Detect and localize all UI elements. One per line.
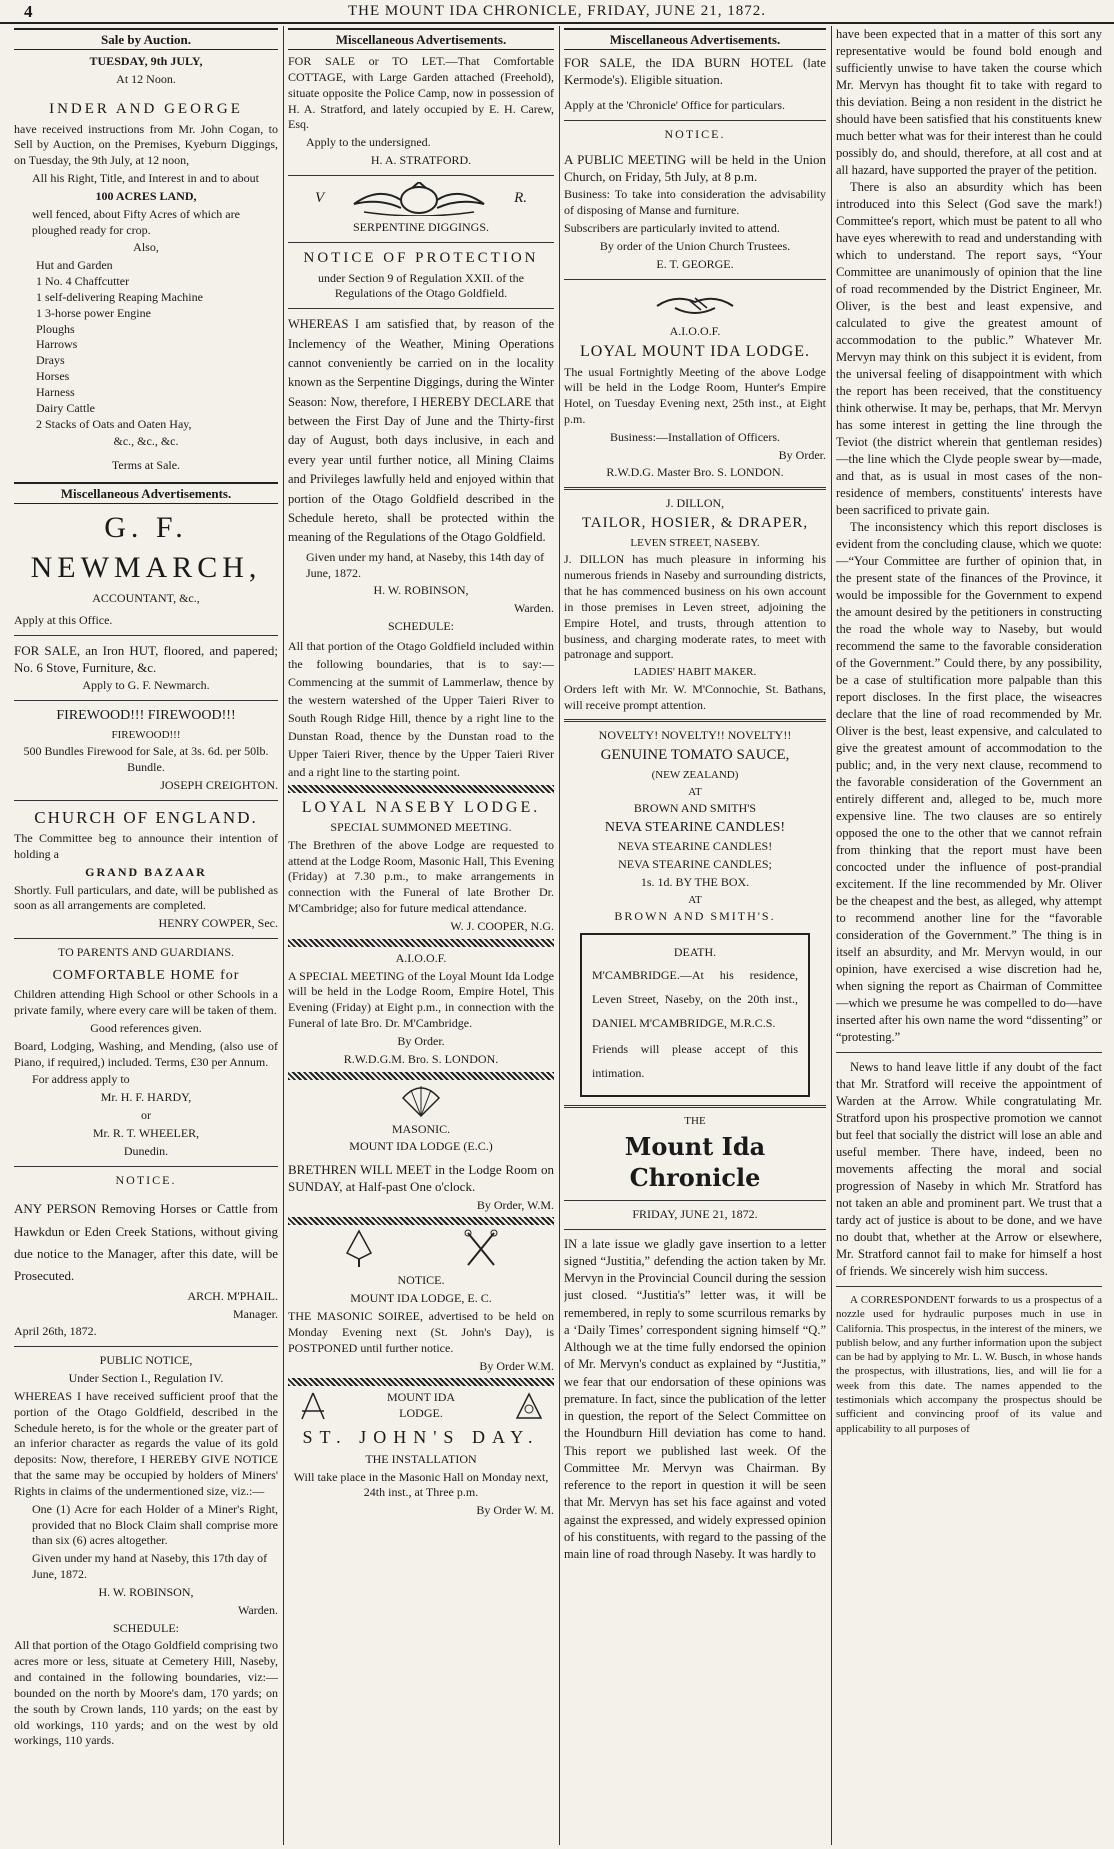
stjohn-text: Will take place in the Masonic Hall on Monday next, 24th inst., at Three p.m. bbox=[293, 1469, 549, 1500]
naseby-lodge-text: The Brethren of the above Lodge are requested to attend at the Lodge Room, Masonic Hall, This Evening (Friday) at 7.30 p.m., to make arrangements in connection with the Funeral of late Brother Dr. M'Cambridge; also for future medical attendance. bbox=[288, 837, 554, 916]
chronicle-the: THE bbox=[684, 1115, 706, 1128]
shell-emblem bbox=[288, 1084, 554, 1118]
stjohn-title: ST. JOHN'S DAY. bbox=[302, 1427, 540, 1447]
lodge-by: By Order. bbox=[778, 447, 826, 462]
auction-advert bbox=[14, 54, 278, 474]
aioof-text: A SPECIAL MEETING of the Loyal Mount Ida Lodge will be held in the Lodge Room, Empire Hotel, This Evening (Friday) at Eight p.m., in connection with the Funeral of late Bro. Dr. M'Cambridge. bbox=[288, 968, 554, 1031]
novelty-head: NOVELTY! NOVELTY!! NOVELTY!! bbox=[598, 728, 792, 743]
editorial-paragraph: The inconsistency which this report discloses is evident from the concluding clause, which we quote:—“Your Committee are further of opinion that, in the present state of the finances of the Province, it would be impossible for the Government to expend the amount desired by the petitioners in constructing the road the whole way to Naseby, but would recommend the same to the favorable consideration of the Government.” Could there, by any possibility, be a case of stultification more palpable than this report discloses. In the first place, the wiseacres declare that the line of road recommended by Mr. Oliver is the best, least expensive, and calculated to give the greatest amount of accommodation to the public; and, in the very next clause, recommend to the favorable consideration of the Government an entirely different and, alleged to be, much more expensive line. The two clauses are so entirely opposed the one to the other that we cannot refrain from thinking that the report must have been concocted under the influence of post-prandial excitement. If the line recommended by Mr. Oliver be the cheapest and the best, as alleged, why attempt to recommend another line for the “favorable consideration of the Government.” The thing is in itself an absurdity, and Mr. Mervyn would, in our opinion, have exercised a wise discretion had he, when signing the report as Chairman of Committee—which we presume he was compelled to do—have inserted after his own name the word “dissenting” or “protesting.” bbox=[836, 520, 1102, 1044]
death-text: M'CAMBRIDGE.—At his residence, Leven Street, Naseby, on the 20th inst., DANIEL M'CAMBRIDGE, M.R.C.S. bbox=[592, 968, 798, 1031]
parents-name-1: Mr. H. F. HARDY, bbox=[100, 1090, 192, 1105]
lodge-business: Business:—Installation of Officers. bbox=[609, 429, 781, 444]
union-head: NOTICE. bbox=[664, 127, 726, 142]
masthead bbox=[0, 0, 1114, 24]
novelty-title: GENUINE TOMATO SAUCE, bbox=[600, 747, 790, 764]
firewood-name: JOSEPH CREIGHTON. bbox=[160, 777, 278, 792]
cottage-advert bbox=[288, 54, 554, 169]
section-heading: Miscellaneous Advertisements. bbox=[564, 28, 826, 50]
death-head: DEATH. bbox=[673, 945, 717, 960]
divider bbox=[288, 308, 554, 309]
dillon-text: J. DILLON has much pleasure in informing his numerous friends in Naseby and surrounding districts, that he has commenced business on his own account in those premises in Leven street, adjoining the Empire Hotel, and trusts, through attention to business, and charging moderate rates, to meet with patronage and support. bbox=[564, 552, 826, 662]
church-advert bbox=[14, 807, 278, 932]
public-role: Warden. bbox=[237, 1602, 278, 1617]
divider bbox=[14, 938, 278, 939]
divider bbox=[564, 279, 826, 280]
stjohn-sub: THE INSTALLATION bbox=[365, 1451, 477, 1466]
public-given: Given under my hand at Naseby, this 17th day of June, 1872. bbox=[32, 1551, 268, 1582]
church-text1: The Committee beg to announce their intention of holding a bbox=[14, 831, 278, 861]
chronicle-banner bbox=[564, 1114, 826, 1230]
page-number: 4 bbox=[24, 2, 33, 21]
newmarch-apply: Apply at this Office. bbox=[14, 613, 113, 628]
novelty-at: AT bbox=[688, 785, 702, 798]
auction-also: Also, bbox=[133, 240, 159, 255]
protection-sub: under Section 9 of Regulation XXII. of the Regulations of the Otago Goldfield. bbox=[318, 270, 524, 301]
serpentine-title: SERPENTINE DIGGINGS. bbox=[353, 219, 489, 234]
notice-date: April 26th, 1872. bbox=[14, 1324, 97, 1339]
vr-right: R. bbox=[514, 190, 528, 207]
list-item: 1 No. 4 Chaffcutter bbox=[36, 274, 130, 289]
section-heading: Miscellaneous Advertisements. bbox=[14, 482, 278, 504]
public-item: One (1) Acre for each Holder of a Miner's Right, provided that no Block Claim shall comprise more than six (6) acres altogether. bbox=[32, 1501, 278, 1548]
ornamental-rule bbox=[288, 1072, 554, 1080]
list-item: Ploughs bbox=[36, 321, 75, 336]
divider bbox=[14, 800, 278, 801]
whereas-notice bbox=[288, 315, 554, 781]
scallop-shell-icon bbox=[401, 1084, 441, 1118]
royal-arms bbox=[288, 182, 554, 216]
whereas-text: WHEREAS I am satisfied that, by reason of the Inclemency of the Weather, Mining Operations cannot conveniently be carried on in the locality known as the Serpentine Diggings, during the Winter Season: Now, therefore, I HEREBY DECLARE that between the First Day of June and the Thirty-first day of August, both days inclusive, in each and every year until further notice, all Mining Claims and Privileges lawfully held and enjoyed within that portion of the Otago Goldfield described in the Schedule hereto, shall be protected within the meaning of the Regulations of the Otago Goldfield. bbox=[288, 317, 554, 545]
aioof-by: By Order. bbox=[397, 1033, 445, 1048]
lodge-head: A.I.O.O.F. bbox=[669, 323, 721, 338]
square-compass-icon bbox=[298, 1391, 328, 1421]
newmarch-name: G. F. NEWMARCH, bbox=[30, 511, 262, 584]
protection-title: NOTICE OF PROTECTION bbox=[303, 249, 539, 266]
masonic-emblems bbox=[288, 1229, 554, 1269]
vr-left: V bbox=[314, 190, 325, 207]
whereas-schedule-text: All that portion of the Otago Goldfield included within the following boundaries, that is to say:—Commencing at the summit of Lammerlaw, thence by the western watershed of the Upper Taieri River to South Rough Ridge Hill, thence by a right line to the Dunstan Road, thence by the Dunstan road to the Upper Taieri River, thence by the Upper Taieri River and a right line to the starting point. bbox=[288, 638, 554, 779]
masonic-lodge: MOUNT IDA LODGE (E.C.) bbox=[349, 1139, 493, 1154]
list-item: Harrows bbox=[36, 337, 78, 352]
column-4 bbox=[836, 26, 1102, 1845]
handshake-emblem bbox=[564, 286, 826, 320]
union-by: By order of the Union Church Trustees. bbox=[599, 238, 791, 253]
soiree-head: NOTICE. bbox=[397, 1273, 445, 1288]
death-friends: Friends will please accept of this intimation. bbox=[592, 1042, 798, 1081]
dillon-advert bbox=[564, 496, 826, 713]
divider bbox=[14, 1166, 278, 1167]
divider bbox=[14, 635, 278, 636]
ornamental-rule bbox=[288, 785, 554, 793]
naseby-lodge-sub: SPECIAL SUMMONED MEETING. bbox=[330, 819, 512, 834]
aioof-name: R.W.D.G.M. Bro. S. LONDON. bbox=[343, 1051, 499, 1066]
ida-burn-apply: Apply at the 'Chronicle' Office for particulars. bbox=[564, 98, 786, 113]
parents-heading: TO PARENTS AND GUARDIANS. bbox=[57, 945, 235, 960]
hut-apply: Apply to G. F. Newmarch. bbox=[82, 678, 210, 693]
cottage-apply: Apply to the undersigned. bbox=[306, 135, 431, 150]
column-rule bbox=[283, 26, 284, 1845]
public-name: H. W. ROBINSON, bbox=[98, 1584, 194, 1599]
whereas-role: Warden. bbox=[513, 601, 554, 616]
lodge-title: LOYAL MOUNT IDA LODGE. bbox=[580, 343, 810, 361]
parents-advert bbox=[14, 945, 278, 1160]
divider bbox=[564, 1200, 826, 1201]
divider bbox=[836, 1286, 1102, 1287]
dillon-addr: LEVEN STREET, NASEBY. bbox=[630, 536, 760, 549]
divider bbox=[836, 1052, 1102, 1053]
divider bbox=[14, 700, 278, 701]
column-3 bbox=[564, 26, 826, 1845]
auction-acres: 100 ACRES LAND, bbox=[95, 188, 197, 203]
aioof-head: A.I.O.O.F. bbox=[395, 950, 447, 965]
list-item: 1 3-horse power Engine bbox=[36, 305, 151, 320]
masonic-notice bbox=[288, 1084, 554, 1214]
novelty-advert bbox=[564, 728, 826, 925]
auction-terms: Terms at Sale. bbox=[111, 458, 181, 473]
public-sub: Under Section I., Regulation IV. bbox=[68, 1371, 224, 1386]
newmarch-role: ACCOUNTANT, &c., bbox=[92, 591, 200, 606]
chronicle-date: FRIDAY, JUNE 21, 1872. bbox=[632, 1206, 758, 1221]
auction-fenced: well fenced, about Fifty Acres of which are ploughed ready for crop. bbox=[32, 206, 240, 237]
list-item: Harness bbox=[36, 384, 75, 399]
masonic-head: MASONIC. bbox=[391, 1121, 451, 1136]
notice-heading: NOTICE. bbox=[115, 1172, 177, 1187]
ida-burn-advert bbox=[564, 54, 826, 114]
column-2 bbox=[288, 26, 554, 1845]
list-item: 2 Stacks of Oats and Oaten Hay, bbox=[36, 416, 192, 431]
novelty-nz: (NEW ZEALAND) bbox=[651, 769, 739, 782]
editorial-continued: have been expected that in a matter of this sort any representative would be found bold enough and sufficiently unwise to have taken the course which Mr. Mervyn has thought fit to take with regard to this deviation. Being a non resident in the district he should have been satisfied that his constituents knew much better what was for their interest than he could possibly do, and should, therefore, at all cost and at all hazard, have supported the prayer of the petition. bbox=[836, 27, 1102, 177]
auction-etc: &c., &c., &c. bbox=[113, 434, 179, 449]
divider bbox=[288, 242, 554, 243]
parents-name-2: Mr. R. T. WHEELER, bbox=[92, 1125, 200, 1140]
ornamental-rule bbox=[288, 939, 554, 947]
naseby-lodge-name: W. J. COOPER, N.G. bbox=[450, 918, 554, 933]
royal-crest-icon bbox=[334, 182, 504, 216]
aioof-special-notice bbox=[288, 951, 554, 1068]
parents-city: Dunedin. bbox=[123, 1143, 169, 1158]
church-name: HENRY COWPER, Sec. bbox=[158, 916, 278, 931]
auction-title: INDER AND GEORGE bbox=[49, 100, 243, 117]
list-item: Hut and Garden bbox=[36, 258, 113, 273]
parents-or: or bbox=[141, 1108, 151, 1123]
editorial-paragraph: There is also an absurdity which has been introduced into this Select (God save the mark!) Committee's report, which must be patent to all who have eyes wherewith to read and understanding with which to understand. The report says, “Your Committee are unanimously of opinion that the line of road recommended by the District Engineer, Mr. Oliver, is the best and least expensive, and calculated to give the greatest amount of accommodation to the public.” Whatever Mr. Mervyn may think on this subject it is evident, from the universal feeling of disappointment with which the report has been received, that the constituency think otherwise. It may be, perhaps, that Mr. Mervyn has some interest in getting the line through the Teviot (the district wherein that gentleman resides)—the line which the Clyde people swear by—made, and that, as is usual in most cases of the non-residence of members, constituents' interests have been sacrificed to private gain. bbox=[836, 180, 1102, 517]
firewood-advert bbox=[14, 707, 278, 793]
death-notice bbox=[580, 933, 810, 1097]
stjohn-header bbox=[288, 1390, 554, 1422]
stjohn-notice bbox=[288, 1390, 554, 1519]
hut-advert bbox=[14, 642, 278, 694]
divider bbox=[288, 175, 554, 176]
divider bbox=[564, 719, 826, 722]
section-heading: Sale by Auction. bbox=[14, 28, 278, 50]
dillon-name: J. DILLON, bbox=[665, 496, 725, 511]
list-item: Drays bbox=[36, 353, 65, 368]
naseby-lodge-notice bbox=[288, 797, 554, 935]
novelty-neva-3: NEVA STEARINE CANDLES; bbox=[618, 857, 772, 872]
list-item: Dairy Cattle bbox=[36, 400, 95, 415]
parents-addr: For address apply to bbox=[32, 1072, 130, 1087]
divider bbox=[14, 1346, 278, 1347]
parents-title: COMFORTABLE HOME for bbox=[52, 967, 240, 983]
stratford-paragraph: News to hand leave little if any doubt of the fact that Mr. Stratford will receive the appointment of Warden at the Arrow. While congratulating Mr. Stratford upon his prospective promotion we cannot but feel that socially the district will lose an able and useful member. There have, indeed, been no movements affecting the moral and social progression of Naseby in which Mr. Stratford has not taken an able and prominent part. We trust that a tardy act of justice is about to be done, and we have no doubt that, whether at the Arrow or elsewhere, Mr. Stratford cannot fail to make for himself a host of friends. We sincerely wish him success. bbox=[836, 1060, 1102, 1278]
public-text: WHEREAS I have received sufficient proof that the portion of the Otago Goldfield, described in the Schedule hereto, is for the whole or the greater part of an inferior character as regards the value of its gold deposits: Now, therefore, I HEREBY GIVE NOTICE that the same may be occupied by holders of Miners' Rights in claims of the undermentioned size, viz.:— bbox=[14, 1388, 278, 1498]
whereas-given: Given under my hand, at Naseby, this 14th day of June, 1872. bbox=[306, 549, 545, 580]
divider bbox=[564, 487, 826, 490]
stjohn-lodge-2: LODGE. bbox=[399, 1406, 443, 1421]
novelty-box: 1s. 1d. BY THE BOX. bbox=[640, 875, 750, 890]
cottage-name: H. A. STRATFORD. bbox=[370, 153, 472, 168]
column-1 bbox=[14, 26, 278, 1845]
whereas-schedule: SCHEDULE: bbox=[388, 619, 454, 634]
soiree-lodge: MOUNT IDA LODGE, E. C. bbox=[350, 1291, 492, 1306]
naseby-lodge-title: LOYAL NASEBY LODGE. bbox=[301, 798, 541, 816]
novelty-neva-1: NEVA STEARINE CANDLES! bbox=[604, 819, 786, 835]
stjohn-lodge-1: MOUNT IDA bbox=[386, 1390, 456, 1405]
novelty-shop-2: BROWN AND SMITH'S. bbox=[614, 909, 776, 924]
parents-refs: Good references given. bbox=[90, 1020, 202, 1035]
auction-date: TUESDAY, 9th JULY, bbox=[89, 54, 203, 69]
soiree-notice bbox=[288, 1229, 554, 1374]
ornamental-rule bbox=[288, 1378, 554, 1386]
cottage-text: FOR SALE or TO LET.—That Comfortable COTTAGE, with Large Garden attached (Freehold), situate opposite the Police Camp, now in possession of H. A. Stratford, and lately occupied by E. H. Carew, Esq. bbox=[288, 54, 554, 132]
correspondent-paragraph: A CORRESPONDENT forwards to us a prospectus of a nozzle used for hydraulic purposes much in use in California. This prospectus, in the interest of the miners, we publish below, and any further information upon the subject can be had by applying to Mr. L. W. Busch, in whose hands the prospectus, with illustrations, lies, and will lie for a week from this date. The names appended to the testimonials which accompany the prospectus should be sufficient and convincing proof of its value and applicability to all purposes of bbox=[836, 1294, 1102, 1435]
dillon-title: TAILOR, HOSIER, & DRAPER, bbox=[581, 515, 809, 532]
soiree-by: By Order W.M. bbox=[479, 1358, 554, 1373]
ida-burn-text: FOR SALE, the IDA BURN HOTEL (late Kermode's). Eligible situation. bbox=[564, 55, 826, 88]
novelty-at-2: AT bbox=[688, 893, 702, 906]
public-schedule: SCHEDULE: bbox=[113, 1620, 179, 1635]
chronicle-title: Mount Ida Chronicle bbox=[624, 1131, 766, 1193]
soiree-text: THE MASONIC SOIREE, advertised to be held on Monday Evening next (St. John's Day), is POSTPONED until further notice. bbox=[288, 1309, 554, 1355]
divider bbox=[564, 120, 826, 121]
editorial-text: IN a late issue we gladly gave insertion to a letter signed “Justitia,” defending the action taken by Mr. Mervyn in the Provincial Council during the session just closed. “Justitia's” letter was, it will be remembered, in reply to some scurrilous remarks by a ‘Daily Times’ correspondent signing himself “Q.” Although we at the time fully endorsed the opinion of Mr. Mervyn's conduct as explained by “Justitia,” we fear that our endorsation of these opinions was premature. In fact, since the publication of the letter in question, the report of the Select Committee on the Houndburn Hill deviation has come to hand. This report we published last week. Of the Committee Mr. Mervyn was Chairman. By reference to the report in question it will be seen that Mr. Mervyn has set his face against and voted against the expressed, and widely expressed opinion of his constituents, with regard to the passing of the main line of road through Naseby. It was hardly to bbox=[564, 1236, 826, 1562]
public-heading: PUBLIC NOTICE, bbox=[99, 1353, 193, 1368]
list-item: Horses bbox=[36, 369, 70, 384]
notice-role: Manager. bbox=[233, 1306, 278, 1321]
list-item: 1 self-delivering Reaping Machine bbox=[36, 289, 203, 304]
church-bazaar: GRAND BAZAAR bbox=[85, 864, 207, 879]
handshake-icon bbox=[655, 286, 735, 320]
divider bbox=[564, 1105, 826, 1108]
divider bbox=[564, 1229, 826, 1230]
whereas-name: H. W. ROBINSON, bbox=[373, 583, 469, 598]
union-church-notice bbox=[564, 127, 826, 272]
union-subs: Subscribers are particularly invited to attend. bbox=[564, 221, 780, 236]
parents-text: Children attending High School or other Schools in a private family, where every care will be taken of them. bbox=[14, 987, 278, 1018]
trowel-icon bbox=[344, 1229, 374, 1269]
union-name: E. T. GEORGE. bbox=[656, 256, 734, 271]
public-schedule-text: All that portion of the Otago Goldfield comprising two acres more or less, situate at Cemetery Hill, Naseby, and contained in the following boundaries, viz:—bounded on the north by Moore's dam, 170 yards; on the south by Crown lands, 110 yards; on the east by old workings, 110 yards; and on the west by old workings, 110 yards. bbox=[14, 1638, 278, 1748]
masthead-title: THE MOUNT IDA CHRONICLE, FRIDAY, JUNE 21, 1872. bbox=[348, 3, 766, 19]
lodge-text: The usual Fortnightly Meeting of the above Lodge will be held in the Lodge Room, Hunter's Empire Hotel, on Tuesday Evening next, 25th inst., at Eight p.m. bbox=[564, 364, 826, 426]
hut-text: FOR SALE, an Iron HUT, floored, and papered; No. 6 Stove, Furniture, &c. bbox=[14, 643, 278, 676]
auction-rights: All his Right, Title, and Interest in and to about bbox=[32, 171, 259, 186]
ornamental-rule bbox=[288, 1217, 554, 1225]
masonic-symbol-icon bbox=[514, 1391, 544, 1421]
church-text2: Shortly. Full particulars, and date, will be published as soon as all arrangements are completed. bbox=[14, 882, 278, 913]
union-text: A PUBLIC MEETING will be held in the Union Church, on Friday, 5th July, at 8 p.m. bbox=[564, 152, 826, 185]
column-rule bbox=[831, 26, 832, 1845]
church-title: CHURCH OF ENGLAND. bbox=[34, 807, 258, 827]
auction-items bbox=[14, 258, 278, 432]
public-notice bbox=[14, 1353, 278, 1749]
firewood-text: 500 Bundles Firewood for Sale, at 3s. 6d. per 50lb. Bundle. bbox=[23, 744, 269, 774]
union-business: Business: To take into consideration the advisability of disposing of Manse and furniture. bbox=[564, 187, 826, 218]
masonic-text: BRETHREN WILL MEET in the Lodge Room on SUNDAY, at Half-past One o'clock. bbox=[288, 1162, 554, 1195]
protection-notice bbox=[288, 249, 554, 302]
novelty-neva-2: NEVA STEARINE CANDLES! bbox=[617, 839, 773, 854]
firewood-title: FIREWOOD!!! FIREWOOD!!! bbox=[56, 708, 236, 724]
lodge-name: R.W.D.G. Master Bro. S. LONDON. bbox=[606, 465, 784, 480]
stjohn-lodge bbox=[387, 1390, 455, 1422]
notice-name: ARCH. M'PHAIL. bbox=[187, 1288, 278, 1303]
stjohn-by: By Order W. M. bbox=[476, 1503, 554, 1518]
notice-advert bbox=[14, 1173, 278, 1341]
section-heading: Miscellaneous Advertisements. bbox=[288, 28, 554, 50]
column-rule bbox=[559, 26, 560, 1845]
crossed-keys-icon bbox=[464, 1229, 498, 1269]
dillon-orders: Orders left with Mr. W. M'Connochie, St. Bathans, will receive prompt attention. bbox=[564, 681, 826, 712]
masonic-by: By Order, W.M. bbox=[476, 1197, 554, 1212]
dillon-ladies: LADIES' HABIT MAKER. bbox=[633, 666, 757, 679]
newmarch-advert bbox=[14, 508, 278, 629]
parents-board: Board, Lodging, Washing, and Mending, (also use of Piano, if required,) included. Terms, £30 per Annum. bbox=[14, 1038, 278, 1069]
notice-text: ANY PERSON Removing Horses or Cattle from Hawkdun or Eden Creek Stations, without giving due notice to the Manager, after this date, will be Prosecuted. bbox=[14, 1201, 278, 1283]
auction-time: At 12 Noon. bbox=[116, 71, 176, 86]
mount-ida-lodge-notice bbox=[564, 286, 826, 482]
firewood-sub: FIREWOOD!!! bbox=[111, 728, 181, 741]
auction-body: have received instructions from Mr. John Cogan, to Sell by Auction, on the Premises, Kyeburn Diggings, on Tuesday, the 9th July, at 12 noon, bbox=[14, 121, 278, 168]
novelty-shop: BROWN AND SMITH'S bbox=[633, 801, 757, 816]
